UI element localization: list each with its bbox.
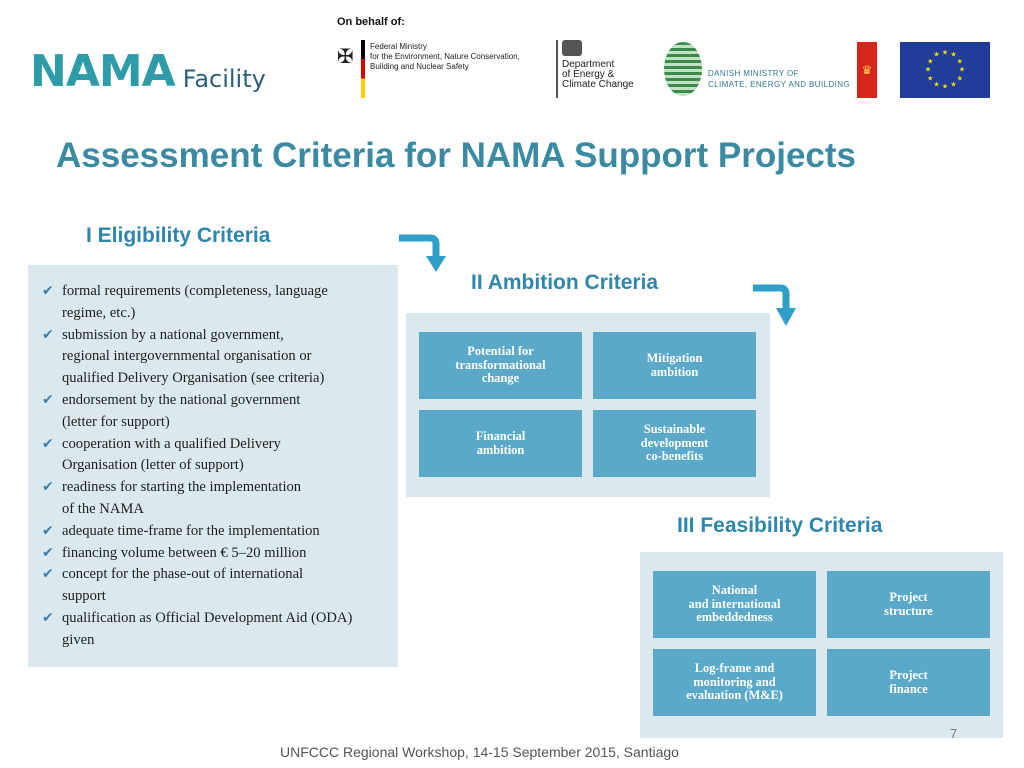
- ambition-card-transformational-change: Potential for transformational change: [419, 332, 582, 399]
- eligibility-item-text: qualification as Official Development Aid (ODA) given: [62, 609, 353, 648]
- globe-icon: [664, 42, 702, 96]
- page-number: 7: [950, 726, 958, 741]
- ambition-card-mitigation-ambition: Mitigation ambition: [593, 332, 756, 399]
- eu-flag: [900, 42, 990, 98]
- eligibility-item-text: concept for the phase-out of international support: [62, 566, 304, 605]
- eligibility-list-item: [42, 477, 388, 521]
- checkmark-icon: ✔: [42, 283, 54, 299]
- star-icon: ★: [950, 51, 957, 59]
- partner-danish-text: DANISH MINISTRY OF CLIMATE, ENERGY AND BUILDING: [708, 69, 851, 89]
- ambition-card-grid: [419, 332, 756, 477]
- star-icon: ★: [941, 83, 949, 91]
- on-behalf-label: On behalf of:: [337, 16, 405, 28]
- checkmark-icon: ✔: [42, 326, 54, 343]
- partner-bmub-text: Federal Ministry for the Environment, Nature Conservation, Building and Nuclear Safety: [370, 42, 520, 71]
- star-icon: ★: [956, 75, 963, 82]
- star-icon: ★: [924, 66, 932, 74]
- eligibility-list-item: [42, 434, 388, 478]
- eligibility-list-item: [42, 564, 388, 608]
- partner-logo-decc: [556, 40, 646, 100]
- crest-icon: [562, 40, 582, 56]
- eligibility-item-text: cooperation with a qualified Delivery Organisation (letter of support): [62, 435, 281, 474]
- checkmark-icon: ✔: [42, 522, 54, 539]
- eagle-icon: ✠: [337, 46, 354, 68]
- eligibility-list-item: [42, 390, 388, 434]
- ambition-card-sustainable-development: Sustainable development co-benefits: [593, 410, 756, 477]
- feasibility-card-grid: [653, 571, 990, 716]
- eligibility-list-item: [42, 608, 388, 652]
- logo-nama-text: NAMA: [30, 46, 175, 97]
- ambition-criteria-panel: [406, 313, 770, 497]
- eligibility-list: [28, 265, 398, 652]
- checkmark-icon: ✔: [42, 566, 54, 583]
- checkmark-icon: ✔: [42, 609, 54, 626]
- eligibility-item-text: submission by a national government, regional intergovernmental organisation or qualified Delivery Organisation (see criteria): [62, 326, 325, 387]
- partner-logo-danish-ministry: [664, 42, 864, 98]
- decc-divider: [556, 40, 558, 98]
- eligibility-item-text: endorsement by the national government (letter for support): [62, 391, 301, 430]
- eligibility-item-text: financing volume between € 5–20 million: [62, 544, 307, 561]
- star-icon: ★: [927, 75, 934, 82]
- eligibility-list-item: [42, 521, 388, 543]
- red-flag-emblem: [857, 42, 877, 98]
- checkmark-icon: ✔: [42, 435, 54, 452]
- eligibility-list-item: [42, 281, 388, 325]
- eligibility-list-item: [42, 543, 388, 565]
- eligibility-item-text: formal requirements (completeness, language regime, etc.): [62, 283, 328, 321]
- checkmark-icon: ✔: [42, 479, 54, 496]
- star-icon: ★: [933, 81, 940, 89]
- feasibility-card-embeddedness: National and international embeddedness: [653, 571, 816, 638]
- nama-facility-logo: [30, 34, 266, 97]
- ambition-heading: II Ambition Criteria: [471, 271, 659, 294]
- partner-decc-text: Department of Energy & Climate Change: [562, 59, 634, 90]
- partner-logo-bmub: [337, 40, 537, 100]
- feasibility-card-project-structure: Project structure: [827, 571, 990, 638]
- curved-arrow-icon: [396, 226, 456, 286]
- german-flag-bar: [361, 40, 365, 98]
- star-icon: ★: [950, 81, 957, 89]
- star-icon: ★: [941, 49, 949, 57]
- star-icon: ★: [933, 51, 940, 59]
- checkmark-icon: ✔: [42, 391, 54, 408]
- ambition-card-financial-ambition: Financial ambition: [419, 410, 582, 477]
- checkmark-icon: ✔: [42, 544, 54, 561]
- feasibility-heading: III Feasibility Criteria: [677, 514, 883, 537]
- feasibility-criteria-panel: [640, 552, 1003, 738]
- star-icon: ★: [958, 66, 966, 74]
- feasibility-card-project-finance: Project finance: [827, 649, 990, 716]
- star-icon: ★: [927, 58, 934, 65]
- star-icon: ★: [956, 58, 963, 65]
- eligibility-item-text: readiness for starting the implementation of the NAMA: [62, 479, 302, 517]
- crown-icon: ♛: [861, 63, 873, 77]
- eligibility-item-text: adequate time-frame for the implementation: [62, 522, 320, 539]
- eligibility-criteria-panel: [28, 265, 398, 667]
- feasibility-card-monitoring-evaluation: Log-frame and monitoring and evaluation (M&E): [653, 649, 816, 716]
- logo-facility-text: Facility: [182, 65, 266, 93]
- eligibility-list-item: [42, 325, 388, 390]
- page-title: Assessment Criteria for NAMA Support Projects: [56, 136, 856, 175]
- footer-text: UNFCCC Regional Workshop, 14-15 September 2015, Santiago: [280, 744, 679, 760]
- eligibility-heading: I Eligibility Criteria: [86, 224, 271, 247]
